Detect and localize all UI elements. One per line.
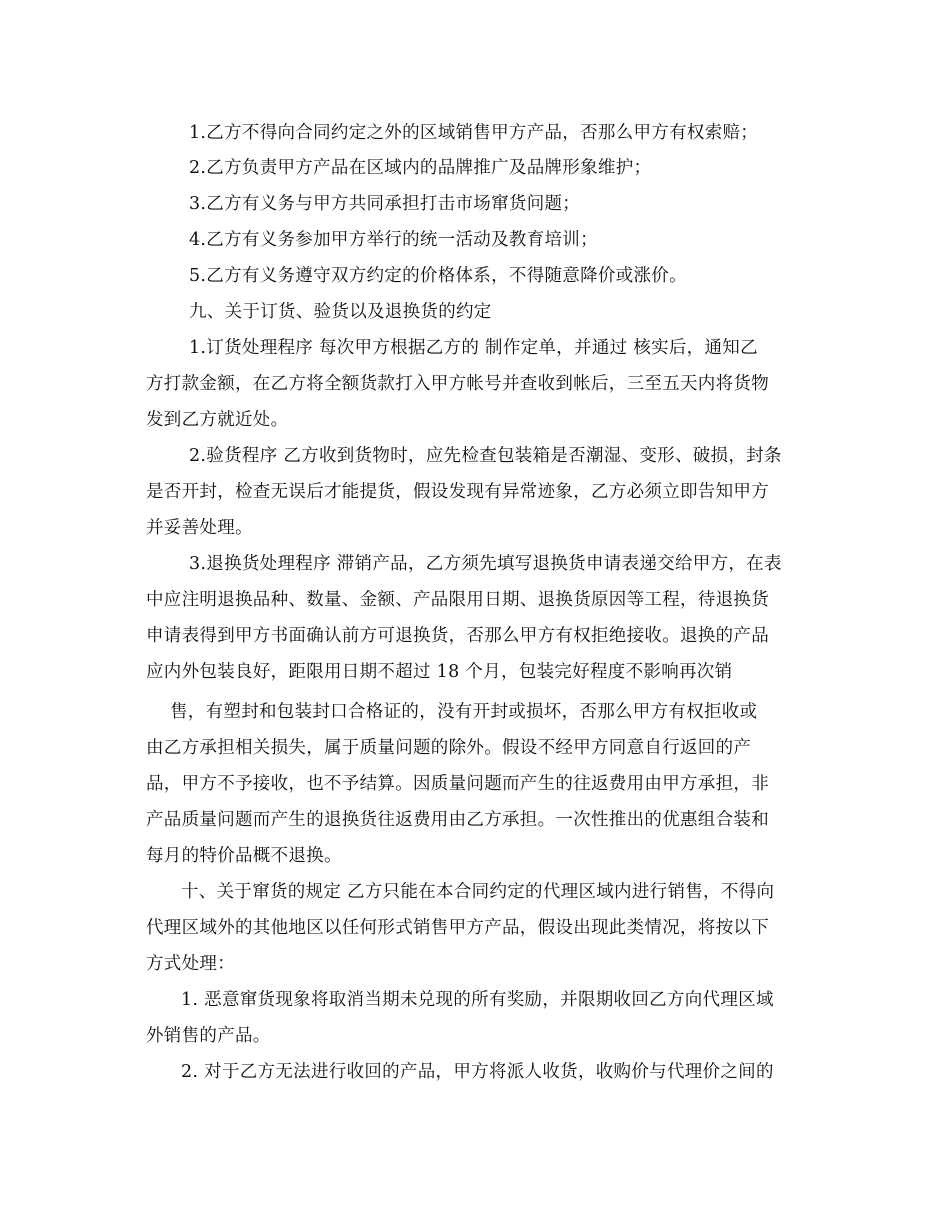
returns-cont-line-5: 每月的特价品概不退换。 [146, 846, 342, 866]
obligation-1: 1.乙方不得向合同约定之外的区域销售甲方产品，否那么甲方有权索赔； [189, 123, 759, 143]
returns-cont-line-1: 售，有塑封和包装封口合格证的，没有开封或损坏，否那么甲方有权拒收或 [170, 702, 758, 722]
obligation-3: 3.乙方有义务与甲方共同承担打击市场窜货问题； [189, 194, 581, 214]
inspection-line-1: 2.验货程序 乙方收到货物时，应先检查包装箱是否潮湿、变形、破损，封条 [189, 446, 782, 466]
section-10-item-1-line-2: 外销售的产品。 [146, 1026, 271, 1046]
returns-cont-line-2: 由乙方承担相关损失，属于质量问题的除外。假设不经甲方同意自行返回的产 [146, 738, 752, 758]
section-10-line-1: 十、关于窜货的规定 乙方只能在本合同约定的代理区域内进行销售，不得向 [181, 882, 775, 902]
section-10-item-1-line-1: 1. 恶意窜货现象将取消当期未兑现的所有奖励，并限期收回乙方向代理区域 [181, 990, 774, 1010]
section-9-heading: 九、关于订货、验货以及退换货的约定 [189, 302, 492, 322]
returns-cont-line-3: 品，甲方不予接收，也不予结算。因质量问题而产生的往返费用由甲方承担，非 [146, 774, 769, 794]
section-10-line-3: 方式处理： [146, 954, 235, 974]
section-10-line-2: 代理区域外的其他地区以任何形式销售甲方产品，假设出现此类情况，将按以下 [146, 918, 769, 938]
order-line-3: 发到乙方就近处。 [146, 410, 289, 430]
returns-line-4: 应内外包装良好，距限用日期不超过 18 个月，包装完好程度不影响再次销 [146, 662, 733, 682]
obligation-2: 2.乙方负责甲方产品在区域内的品牌推广及品牌形象维护； [189, 158, 652, 178]
returns-line-3: 申请表得到甲方书面确认前方可退换货，否那么甲方有权拒绝接收。退换的产品 [146, 626, 769, 646]
order-line-1: 1.订货处理程序 每次甲方根据乙方的 制作定单，并通过 核实后，通知乙 [189, 338, 758, 358]
section-10-item-2-line-1: 2. 对于乙方无法进行收回的产品，甲方将派人收货，收购价与代理价之间的 [181, 1062, 774, 1082]
returns-line-1: 3.退换货处理程序 滞销产品，乙方须先填写退换货申请表递交给甲方，在表 [189, 554, 782, 574]
inspection-line-3: 并妥善处理。 [146, 518, 253, 538]
inspection-line-2: 是否开封，检查无误后才能提货，假设发现有异常迹象，乙方必须立即告知甲方 [146, 482, 769, 502]
obligation-5: 5.乙方有义务遵守双方约定的价格体系，不得随意降价或涨价。 [189, 266, 687, 286]
obligation-4: 4.乙方有义务参加甲方举行的统一活动及教育培训； [189, 230, 598, 250]
returns-line-2: 中应注明退换品种、数量、金额、产品限用日期、退换货原因等工程，待退换货 [146, 590, 769, 610]
order-line-2: 方打款金额，在乙方将全额货款打入甲方帐号并查收到帐后，三至五天内将货物 [146, 374, 769, 394]
returns-cont-line-4: 产品质量问题而产生的退换货往返费用由乙方承担。一次性推出的优惠组合装和 [146, 810, 769, 830]
